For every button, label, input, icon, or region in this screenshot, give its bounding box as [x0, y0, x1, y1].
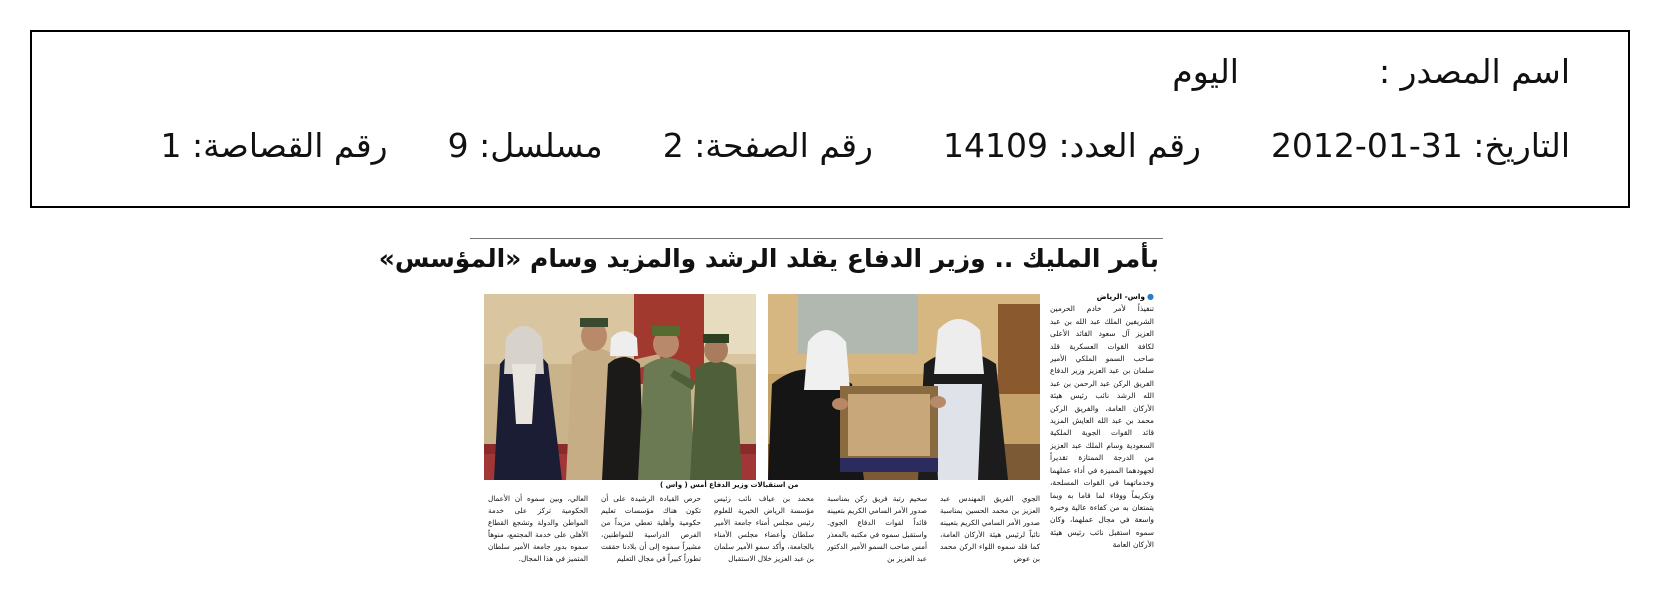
page-value: 2: [662, 126, 684, 165]
details-line: [161, 126, 1571, 165]
newspaper-clipping: [378, 238, 1163, 568]
article-byline: ● واس- الرياض: [1097, 292, 1154, 301]
article-bottom-columns: [484, 493, 1040, 565]
page-label: رقم الصفحة:: [694, 126, 873, 165]
top-rule: [470, 238, 1163, 239]
side-column-text: تنفيذاً لأمر خادم الحرمين الشريفين الملك عبد الله بن عبد العزيز آل سعود القائد الأعلى لكافة القوات العسكرية قلد صاحب السمو الملكي الأمير سلمان بن عبد العزيز وزير الدفاع الفريق الركن عبد الرحمن بن عبد الله الرشد نائب رئيس هيئة الأركان العامة، والفريق الركن محمد بن عبد الله العايش المزيد قائد القوات الجوية الملكية السعودية وسام الملك عبد العزيز من الدرجة الممتازة تقديراً لجهودهما المميزة في أداء عملهما وخدماتهما في القوات المسلحة، وتكريماً ووفاء لما قاما به وبما يتمتعان به من كفاءة عالية وخبرة واسعة في مجال عملهما، وكان سموه استقبل نائب رئيس هيئة الأركان العامة: [1050, 304, 1154, 550]
date-value: 2012-01-31: [1270, 126, 1463, 165]
source-value: اليوم: [1172, 52, 1239, 91]
serial-field: [448, 126, 603, 165]
article-column-2: سحيم رتبة فريق ركن بمناسبة صدور الأمر السامي الكريم بتعيينه قائداً لقوات الدفاع الجوي. واستقبل سموه في مكتبه بالمعذر أمس صاحب السمو الأمير الدكتور عبد العزيز بن: [827, 494, 927, 563]
issue-field: [943, 126, 1201, 165]
source-line: [1172, 52, 1570, 91]
source-label: اسم المصدر :: [1378, 52, 1570, 91]
page-field: [663, 126, 873, 165]
article-side-column: [1050, 291, 1154, 553]
article-column-3: محمد بن عياف نائب رئيس مؤسسة الرياض الخيرية للعلوم رئيس مجلس أمناء جامعة الأمير سلطان وأعضاء مجلس الأمناء بالجامعة، وأكد سمو الأمير سلمان بن عبد العزيز خلال الاستقبال: [714, 494, 814, 563]
photo-plaque-presentation: [768, 294, 1040, 480]
article-column-1: الجوي الفريق المهندس عبد العزيز بن محمد الحسين بمناسبة صدور الأمر السامي الكريم بتعيينه نائباً لرئيس هيئة الأركان العامة، كما قلد سموه اللواء الركن محمد بن عوض: [940, 494, 1040, 563]
serial-label: مسلسل:: [479, 126, 603, 165]
article-column-5: العالي، وبين سموه أن الأعمال الحكومية تركز على خدمة المواطن والدولة وتشجع القطاع الأهلي على خدمة المجتمع، منوهاً سموه بدور جامعة الأمير سلطان المتميز في هذا المجال.: [488, 494, 588, 563]
issue-value: 14109: [943, 126, 1048, 165]
clip-label: رقم القصاصة:: [192, 126, 388, 165]
article-headline: بأمر المليك .. وزير الدفاع يقلد الرشد والمزيد وسام «المؤسس»: [378, 244, 1159, 273]
photo-caption: من استقبالات وزير الدفاع أمس ( واس ): [660, 481, 799, 489]
article-column-4: حرص القيادة الرشيدة على أن تكون هناك مؤسسات تعليم حكومية وأهلية تعطي مزيداً من الفرص الدراسية للمواطنين، مشيراً سموه إلى أن بلادنا حققت تطوراً كبيراً في مجال التعليم: [601, 494, 701, 563]
date-field: [1271, 126, 1570, 165]
clip-field: [161, 126, 388, 165]
date-label: التاريخ:: [1473, 126, 1570, 165]
photo-ceremony: [484, 294, 756, 480]
clip-value: 1: [160, 126, 182, 165]
serial-value: 9: [447, 126, 469, 165]
issue-label: رقم العدد:: [1058, 126, 1201, 165]
clipping-metadata-box: [30, 30, 1630, 208]
